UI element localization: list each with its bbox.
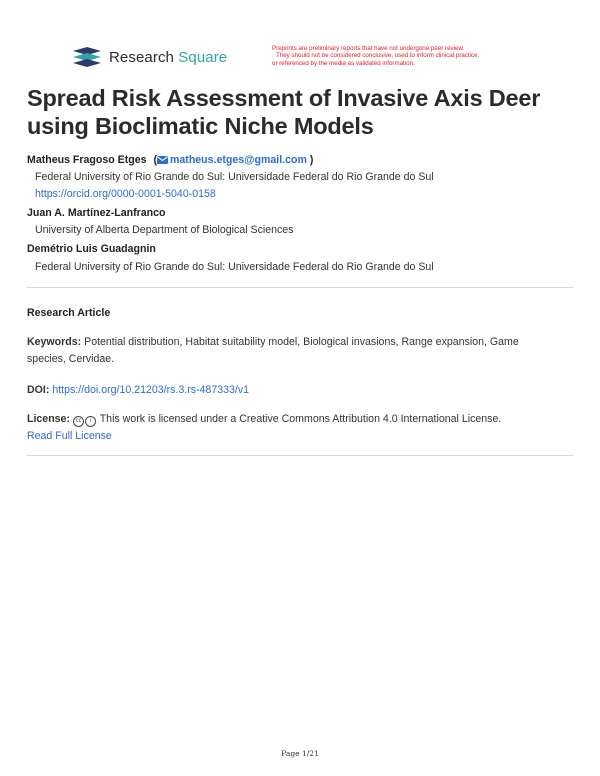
author-1-email-link[interactable]: matheus.etges@gmail.com xyxy=(169,154,307,166)
research-square-logo-icon xyxy=(73,47,103,67)
license-line xyxy=(27,411,575,428)
license-block xyxy=(27,411,575,445)
keywords-block xyxy=(27,334,575,368)
divider-bottom xyxy=(27,455,573,456)
keywords-line-2: species, Cervidae. xyxy=(27,353,115,365)
license-text: This work is licensed under a Creative Commons Attribution 4.0 International License. xyxy=(99,413,502,425)
disclaimer-line-3: or referenced by the media as validated information. xyxy=(272,59,415,67)
author-2-name: Juan A. Martínez-Lanfranco xyxy=(27,207,166,219)
author-1 xyxy=(27,154,313,166)
logo-text-square: Square xyxy=(178,48,228,66)
keywords-label: Keywords: xyxy=(27,336,82,348)
doi-block xyxy=(27,382,249,399)
author-3-name: Demétrio Luis Guadagnin xyxy=(27,243,156,255)
article-type: Research Article xyxy=(27,307,111,319)
open-paren: ( xyxy=(153,154,157,166)
author-1-email[interactable] xyxy=(157,154,307,166)
divider-top xyxy=(27,287,573,288)
creative-commons-icon: cc xyxy=(73,416,84,427)
author-1-orcid-link[interactable]: https://orcid.org/0000-0001-5040-0158 xyxy=(35,188,216,200)
doi-label: DOI: xyxy=(27,384,50,396)
author-1-affiliation: Federal University of Rio Grande do Sul: Universidade Federal do Rio Grande do Sul xyxy=(35,171,434,183)
close-paren: ) xyxy=(309,154,314,166)
logo-text-research: Research xyxy=(109,48,174,66)
research-square-logo xyxy=(73,47,227,67)
author-2-affiliation: University of Alberta Department of Biological Sciences xyxy=(35,224,294,236)
attribution-icon: i xyxy=(85,416,96,427)
author-3-affiliation: Federal University of Rio Grande do Sul: Universidade Federal do Rio Grande do Sul xyxy=(35,261,434,273)
license-label: License: xyxy=(27,413,70,425)
logo-text xyxy=(109,49,227,66)
disclaimer-line-2: They should not be considered conclusive, used to inform clinical practice, xyxy=(276,52,480,60)
keywords-line-1 xyxy=(27,334,575,351)
author-1-name: Matheus Fragoso Etges xyxy=(27,154,147,166)
page-number: Page 1/21 xyxy=(281,749,319,758)
doi-link[interactable]: https://doi.org/10.21203/rs.3.rs-487333/v1 xyxy=(52,384,250,396)
keywords-text-1: Potential distribution, Habitat suitability model, Biological invasions, Range expansion, Game xyxy=(84,336,519,348)
paper-title: Spread Risk Assessment of Invasive Axis Deer using Bioclimatic Niche Models xyxy=(27,85,541,139)
envelope-icon xyxy=(157,156,168,164)
read-full-license-link[interactable]: Read Full License xyxy=(27,430,112,442)
disclaimer-line-1: Preprints are preliminary reports that have not undergone peer review. xyxy=(272,45,465,52)
preprint-disclaimer xyxy=(272,45,537,67)
